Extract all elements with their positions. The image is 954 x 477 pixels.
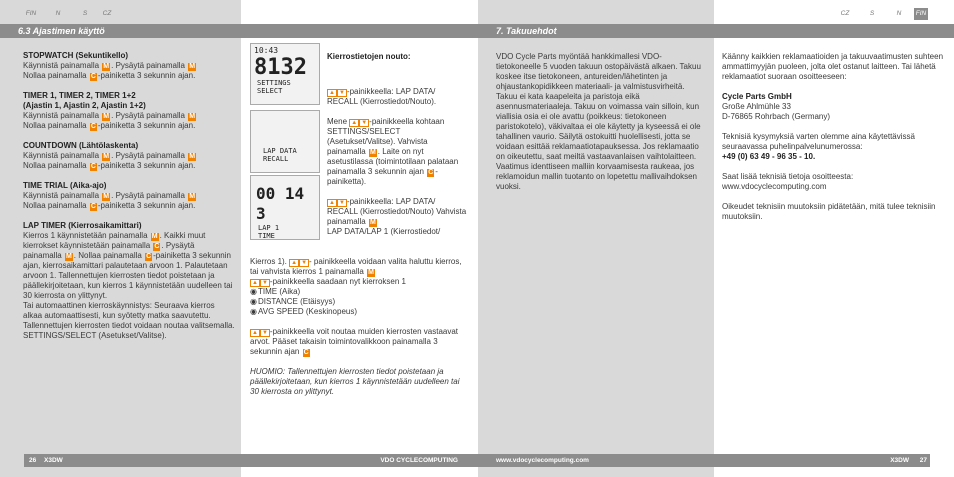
support-text: Teknisiä kysymyksiä varten olemme aina käytettävissä seuraavassa puhelinpalvelunumerossa:	[722, 132, 915, 151]
timetrial-text: -painiketta 3 sekunnin ajan.	[97, 201, 196, 210]
screen-label: LAP DATA	[263, 147, 297, 155]
recall-text: -painikkeella voit noutaa muiden kierrosten vastaavat arvot. Pääset takaisin toimintovalikkoon painamalla 3 sekunnin ajan	[250, 327, 459, 356]
screen-label: SELECT	[257, 87, 283, 95]
laptimer-text: . Kaikki muut kierrokset käynnistetään painamalla	[23, 231, 206, 250]
page-number: 26	[29, 457, 37, 464]
device-screen-lap-data	[250, 110, 320, 173]
laptimer-text: . Pysäytä painamalla	[23, 241, 195, 260]
c-key-icon: C	[154, 243, 160, 250]
recall-instructions-continued	[250, 257, 462, 397]
countdown-text: . Pysäytä painamalla	[111, 151, 185, 160]
down-arrow-icon: ▼	[261, 330, 268, 336]
stopwatch-text: Nollaa painamalla	[23, 71, 87, 80]
down-arrow-icon: ▼	[338, 90, 345, 96]
m-key-icon: M	[151, 233, 158, 240]
c-key-icon: C	[428, 169, 434, 176]
m-key-icon: M	[189, 153, 196, 160]
recall-text: Kierros 1).	[250, 257, 287, 266]
screen-label: LAP 1	[258, 224, 280, 232]
timer-text: . Pysäytä painamalla	[111, 111, 185, 120]
countdown-text: Nollaa painamalla	[23, 161, 87, 170]
m-key-icon: M	[103, 153, 110, 160]
up-arrow-icon: ▲	[291, 260, 298, 266]
screen-label: SETTINGS	[257, 79, 291, 87]
up-arrow-icon: ▲	[329, 90, 335, 96]
support-phone: +49 (0) 63 49 - 96 35 - 10.	[722, 152, 816, 161]
m-key-icon: M	[103, 113, 110, 120]
tab-fin[interactable]: FIN	[914, 8, 928, 20]
tab-s[interactable]: S	[869, 10, 875, 17]
list-item: TIME (Aika)	[258, 287, 301, 296]
bullet-icon: ◉	[250, 297, 257, 306]
m-key-icon: M	[189, 63, 196, 70]
tab-fin[interactable]: FIN	[25, 10, 37, 17]
footer-right	[478, 454, 930, 467]
c-key-icon: C	[146, 253, 152, 260]
page-number: 27	[919, 457, 927, 464]
timer-block	[23, 91, 235, 131]
recall-text: -painikkeella: LAP DATA/ RECALL (Kierrostiedot/Nouto).	[327, 87, 437, 106]
contact-intro: Käänny kaikkien reklamaatioiden ja takuuvaatimusten suhteen ammattimyyjän puoleen, jolta olet ostanut laitteen. Tai lähetä reklamaatiot suoraan osoitteeseen:	[722, 52, 944, 81]
up-arrow-icon: ▲	[351, 120, 358, 126]
down-arrow-icon: ▼	[361, 120, 368, 126]
timetrial-block	[23, 181, 235, 211]
c-key-icon: C	[303, 349, 309, 356]
recall-note: HUOMIO: Tallennettujen kierrosten tiedot poistetaan ja päällekirjoitetaan, kun kierros 1 käynnistetään uudelleen tai 30 kierrosta on ylittynyt.	[250, 367, 460, 396]
down-arrow-icon: ▼	[261, 280, 268, 286]
timer-subtitle: (Ajastin 1, Ajastin 2, Ajastin 1+2)	[23, 101, 146, 110]
timer-text: -painiketta 3 sekunnin ajan.	[97, 121, 196, 130]
website-link[interactable]: www.vdocyclecomputing.com	[496, 457, 589, 464]
laptimer-title: LAP TIMER (Kierrosaikamittari)	[23, 221, 142, 230]
stopwatch-text: -painiketta 3 sekunnin ajan.	[97, 71, 196, 80]
tab-cz[interactable]: CZ	[102, 10, 112, 17]
section-header-warranty	[478, 24, 954, 38]
c-key-icon: C	[90, 123, 96, 130]
c-key-icon: C	[90, 203, 96, 210]
timer-text: Nollaa painamalla	[23, 121, 87, 130]
screen-time: 10:43	[254, 46, 279, 55]
timetrial-text: Käynnistä painamalla	[23, 191, 100, 200]
m-key-icon: M	[369, 149, 376, 156]
tab-n[interactable]: N	[55, 10, 61, 17]
up-arrow-icon: ▲	[252, 280, 258, 286]
recall-text: -painikkeella kohtaan SETTINGS/SELECT (Asetukset/Valitse). Vahvista painamalla	[327, 117, 445, 156]
disclaimer-text: Oikeudet teknisiin muutoksiin pidätetään, mitä tulee teknisiin muutoksiin.	[722, 202, 936, 221]
up-arrow-icon: ▲	[252, 330, 258, 336]
company-street: Große Ahlmühle 33	[722, 102, 791, 111]
laptimer-auto-text: Tai automaattinen kierroskäynnistys: Seuraava kierros alkaa automaattisesti, kun syötetty matka saavutettu. Tallennettujen kierrosten tiedot voidaan noutaa valitsemalla. SETTINGS/SELECT (Asetukset/Valitse).	[23, 301, 235, 340]
m-key-icon: M	[103, 63, 110, 70]
timer-text: Käynnistä painamalla	[23, 111, 100, 120]
recall-text: . Laite on nyt asetustilassa (toimintotilaan palataan painamalla 3 sekunnin ajan	[327, 147, 459, 176]
down-arrow-icon: ▼	[338, 200, 345, 206]
countdown-text: Käynnistä painamalla	[23, 151, 100, 160]
timetrial-text: Nollaa painamalla	[23, 201, 87, 210]
m-key-icon: M	[189, 193, 196, 200]
m-key-icon: M	[368, 269, 374, 276]
screen-label: TIME	[258, 232, 275, 240]
m-key-icon: M	[369, 219, 376, 226]
recall-text: Mene	[327, 117, 348, 126]
c-key-icon: C	[90, 73, 96, 80]
recall-text: -painiketta).	[327, 167, 438, 186]
m-key-icon: M	[103, 193, 110, 200]
tab-s[interactable]: S	[82, 10, 88, 17]
model-name: X3DW	[890, 457, 909, 464]
timetrial-title: TIME TRIAL (Aika-ajo)	[23, 181, 107, 190]
device-screen-settings	[250, 43, 320, 105]
brand-name: VDO CYCLECOMPUTING	[380, 457, 458, 464]
laptimer-text: -painiketta 3 sekunnin ajan, kierrosaikamittari palautetaan arvoon 1. Palautetaan arvoon 1. Tallennettujen kierrosten tiedot poistetaan ja päällekirjoitetaan, kun kierros 1 käynnistetään uudelleen tai 30 kierrosta on ylittynyt.	[23, 251, 233, 300]
timer-instructions	[23, 51, 235, 341]
laptimer-text: Kierros 1 käynnistetään painamalla	[23, 231, 148, 240]
list-item: AVG SPEED (Keskinopeus)	[258, 307, 358, 316]
footer-left	[24, 454, 478, 467]
company-city: D-76865 Rohrbach (Germany)	[722, 112, 831, 121]
tab-n[interactable]: N	[896, 10, 902, 17]
recall-text: -painikkeella saadaan nyt kierroksen 1	[269, 277, 406, 286]
warranty-text: VDO Cycle Parts myöntää hankkimallesi VDO-tietokoneelle 5 vuoden takuun ostopäivästä alkaen. Takuu koskee itse tietokoneen, antureiden/lähetinten ja ohjaustankopidikkeen materiaali- ja valmistusvirheitä. Takuu ei kata kaapeleita ja paristoja eikä asennusmateriaaleja. Takuu on voimassa vain silloin, kun viallisia osia ei ole avattu (poikkeus: tietokoneen paristokotelo), väkivaltaa ei ole käytetty ja kyseessä ei ole tahallinen vaurio. Säilytä ostokuitti huolellisesti, jotta se voidaan esittää reklamaatiotapauksessa. Jos reklamaatio on oikeutettu, saat meiltä vastaavanlaisen vaihtolaitteen. Vaatimus identtiseen malliin korvaamisesta raukeaa, jos reklamoidun mallin tuotanto on lopetettu mallivaihdoksen vuoksi.	[496, 52, 701, 191]
laptimer-text: . Nollaa painamalla	[73, 251, 142, 260]
list-item: DISTANCE (Etäisyys)	[258, 297, 336, 306]
bullet-icon: ◉	[250, 287, 257, 296]
c-key-icon: C	[90, 163, 96, 170]
section-title: 6.3 Ajastimen käyttö	[18, 26, 105, 36]
countdown-title: COUNTDOWN (Lähtölaskenta)	[23, 141, 139, 150]
section-header-timer	[0, 24, 478, 38]
countdown-text: -painiketta 3 sekunnin ajan.	[97, 161, 196, 170]
timetrial-text: . Pysäytä painamalla	[111, 191, 185, 200]
recall-title: Kierrostietojen nouto:	[327, 52, 411, 61]
recall-text: -painikkeella: LAP DATA/ RECALL (Kierrostiedot/Nouto) Vahvista painamalla	[327, 197, 467, 226]
screen-label: RECALL	[263, 155, 289, 163]
up-arrow-icon: ▲	[329, 200, 335, 206]
timer-title: TIMER 1, TIMER 2, TIMER 1+2	[23, 91, 136, 100]
stopwatch-text: Käynnistä painamalla	[23, 61, 100, 70]
section-title: 7. Takuuehdot	[496, 26, 557, 36]
device-screen-lap-time	[250, 175, 320, 240]
down-arrow-icon: ▼	[301, 260, 308, 266]
m-key-icon: M	[65, 253, 72, 260]
tab-cz[interactable]: CZ	[840, 10, 850, 17]
recall-item-list	[250, 287, 462, 317]
model-name: X3DW	[44, 457, 63, 464]
recall-text: LAP DATA/LAP 1 (Kierrostiedot/	[327, 227, 441, 236]
bullet-icon: ◉	[250, 307, 257, 316]
stopwatch-title: STOPWATCH (Sekuntikello)	[23, 51, 129, 60]
stopwatch-block	[23, 51, 235, 81]
contact-info	[722, 52, 944, 222]
m-key-icon: M	[189, 113, 196, 120]
screen-big-digits: 8132	[254, 55, 307, 80]
recall-text: - painikkeella voidaan valita haluttu kierros, tai vahvista kierros 1 painamalla	[250, 257, 462, 276]
stopwatch-text: . Pysäytä painamalla	[111, 61, 185, 70]
screen-big-digits: 00 14 3	[256, 184, 305, 223]
website-text: Saat lisää teknisiä tietoja osoitteesta: www.vdocyclecomputing.com	[722, 172, 854, 191]
company-name: Cycle Parts GmbH	[722, 92, 792, 101]
laptimer-block	[23, 221, 235, 341]
countdown-block	[23, 141, 235, 171]
recall-instructions	[327, 52, 467, 237]
